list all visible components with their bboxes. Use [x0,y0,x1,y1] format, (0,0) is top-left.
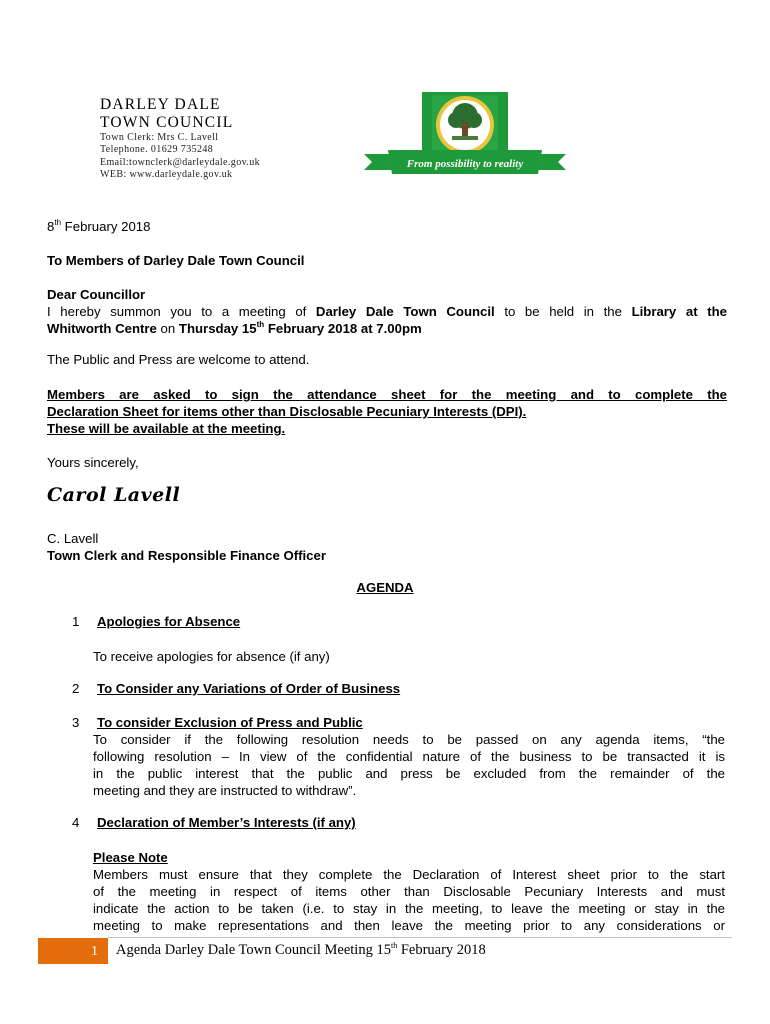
agenda-item-number: 3 [72,715,80,730]
clerk-line: Town Clerk: Mrs C. Lavell [100,132,219,143]
email-line: Email:townclerk@darleydale.gov.uk [100,156,261,168]
footer-rule [108,937,732,938]
footer-text: Agenda Darley Dale Town Council Meeting 15th February 2018 [116,941,486,958]
agenda-item-number: 2 [72,681,80,696]
signer-title: Town Clerk and Responsible Finance Officer [47,548,326,563]
agenda-item-text: Members must ensure that they complete the Declaration of Interest sheet prior to the start of the meeting in respect of items other than Disclosable Pecuniary Interests and must indicate the action to be taken (i.e. to stay in the meeting, to leave the meeting or stay in the meeting to make representations and then leave the meeting prior to any considerations or [93,867,725,933]
summons-paragraph: I hereby summon you to a meeting of Darley Dale Town Council to be held in the Library at the Whitworth Centre on Thursday 15th February 2018 at 7.00pm [47,304,727,336]
agenda-item-title: To Consider any Variations of Order of Business [97,681,401,696]
council-name-line1: DARLEY DALE [100,96,221,113]
agenda-item-title: Declaration of Member’s Interests (if any) [97,815,356,830]
signer-name: C. Lavell [47,531,99,546]
footer-page-number: 1 [91,944,98,959]
public-note: The Public and Press are welcome to attend. [47,352,310,367]
agenda-item-text: To receive apologies for absence (if any) [93,649,330,664]
council-name-line2: TOWN COUNCIL [100,114,234,131]
letter-date: 8th February 2018 [47,218,151,234]
salutation: Dear Councillor [47,287,146,302]
web-line: WEB: www.darleydale.gov.uk [100,169,233,181]
agenda-item-number: 1 [72,614,80,629]
agenda-item-title: To consider Exclusion of Press and Public [97,715,363,730]
signature: Carol Lavell [47,484,181,506]
agenda-title: AGENDA [356,580,414,595]
closing: Yours sincerely, [47,455,139,470]
agenda-item-number: 4 [72,815,80,830]
agenda-item-title: Apologies for Absence [97,614,241,629]
please-note-heading: Please Note [93,850,168,865]
addressee: To Members of Darley Dale Town Council [47,253,305,268]
council-logo [364,92,566,184]
logo-motto: From possibility to reality [406,158,524,170]
telephone-line: Telephone. 01629 735248 [100,144,214,156]
agenda-item-text: To consider if the following resolution needs to be passed on any agenda items, “the following resolution – In view of the confidential nature of the business to be transacted it is in the public interest that the public and press be excluded from the remainder of the meeting and they are instructed to withdraw”. [93,732,725,798]
letterhead [100,96,260,182]
members-note: Members are asked to sign the attendance sheet for the meeting and to complete the Declaration Sheet for items other than Disclosable Pecuniary Interests (DPI). These will be available at the meeting. [47,387,727,436]
